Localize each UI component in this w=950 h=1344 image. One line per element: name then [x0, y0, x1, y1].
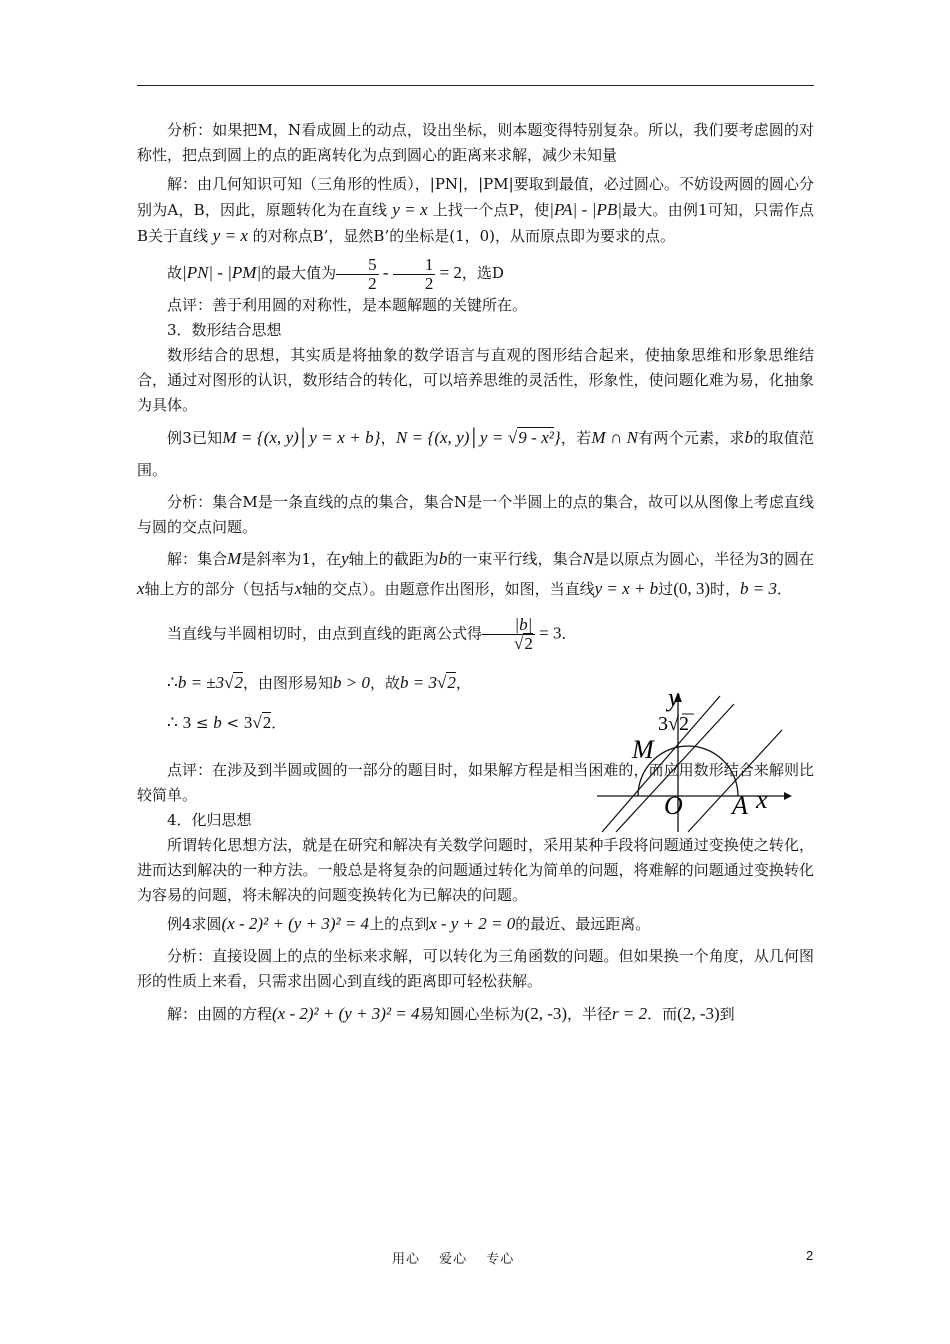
fraction-1-2: $\frac{1}{2}$	[393, 256, 436, 293]
math-b-eq: b = 3√2	[400, 673, 456, 692]
math-x: x	[137, 579, 145, 598]
text: 故	[167, 264, 183, 282]
minus: -	[378, 263, 393, 282]
math-line-eq: x - y + 2 = 0	[429, 914, 516, 933]
x-label: x	[756, 785, 768, 814]
le-symbol: ≤	[195, 714, 209, 732]
semicircle-lines-figure	[592, 686, 792, 836]
math-m-cap-n: M ∩ N	[591, 428, 639, 447]
text: 最大。由例1可知，只需作点B关于直线	[137, 201, 815, 245]
math-b: b	[744, 428, 754, 447]
math-radius: r = 2	[612, 1004, 648, 1023]
concept-paragraph: 数形结合的思想，其实质是将抽象的数学语言与直观的图形结合起来，使抽象思维和形象思维结合，通过对图形的认识，数形结合的转化，可以培养思维的灵活性，形象性，使问题化难为易，化抽象为具体。	[137, 346, 814, 414]
math-pa-pb: |PA| - |PB|	[549, 200, 622, 219]
text: 是以原点为圆心，半径为3的圆在	[593, 550, 814, 568]
text: 易知圆心坐标为	[419, 1005, 525, 1023]
text: 过	[658, 580, 674, 598]
transform-paragraph: 所谓转化思想方法，就是在研究和解决有关数学问题时，采用某种手段将问题通过变换使之转化，进而达到解决的一种方法。一般总是将复杂的问题通过转化为简单的问题，将难解的问题通过变换转化为容易的问题，将未解决的问题变换转化为已解决的问题。	[137, 836, 814, 904]
max-value-line	[137, 253, 814, 293]
text: 上找一个点P，使	[427, 201, 550, 219]
analysis-paragraph-3: 分析：集合M是一条直线的点的集合，集合N是一个半圆上的点的集合，故可以从图像上考虑直线与圆的交点问题。	[137, 493, 814, 536]
math-y: y	[341, 549, 349, 568]
equals-2: = 2	[435, 263, 462, 282]
text: 轴上方的部分（包括与	[144, 580, 295, 598]
header-rule	[137, 85, 814, 86]
page-number: 2	[806, 1248, 814, 1263]
text: 例4求圆	[167, 915, 222, 933]
tangent-line-2	[137, 670, 577, 696]
x-axis-arrow	[784, 792, 792, 800]
math-circle-eq: (x - 2)² + (y + 3)² = 4	[221, 914, 370, 933]
math-center-2: (2, -3)	[677, 1004, 720, 1023]
text: 的最大值为	[261, 264, 337, 282]
a-label: A	[732, 791, 748, 820]
math-line: y = x + b	[594, 579, 659, 598]
o-label: O	[664, 791, 683, 820]
text: 时，	[710, 580, 741, 598]
text: 的对称点B’，显然B’的坐标是(1，0)，从而原点即为要求的点。	[247, 227, 676, 245]
section-heading-3: 3．数形结合思想	[167, 321, 282, 339]
text: 解：由圆的方程	[167, 1005, 273, 1023]
text: ，由图形易知	[242, 674, 333, 692]
lt-symbol: <	[226, 714, 240, 732]
text: 的最近、最远距离。	[515, 915, 651, 933]
fraction-5-2: $\frac{5}{2}$	[336, 256, 379, 293]
analysis-paragraph-4: 分析：直接设圆上的点的坐标来求解，可以转化为三角函数的问题。但如果换一个角度，从几何图形的性质上来看，只需求出圆心到直线的距离即可轻松获解。	[137, 947, 814, 990]
math-x: x	[294, 579, 303, 598]
example-4	[137, 908, 814, 940]
math-line-y-eq-x-2: y = x	[212, 226, 248, 245]
math-3-root2: 3√2	[243, 713, 272, 732]
text: 的取值范围。	[137, 429, 814, 479]
text: ．	[271, 714, 287, 732]
therefore-symbol: ∴	[167, 713, 178, 732]
text: 例3已知	[167, 429, 223, 447]
text: ．	[561, 624, 577, 643]
solution-paragraph-3	[137, 544, 814, 604]
math-b-gt-0: b > 0	[333, 673, 370, 692]
text: ．而	[647, 1005, 678, 1023]
math-point: (0, 3)	[673, 579, 711, 598]
text: 当直线与半圆相切时，由点到直线的距离公式得	[167, 624, 483, 643]
math-line-y-eq-x: y = x	[392, 200, 428, 219]
m-label: M	[632, 735, 654, 764]
text: 有两个元素，求	[638, 429, 745, 447]
equals-3: = 3	[534, 623, 562, 643]
text: ，	[380, 429, 396, 447]
math-b-pm: b = ±3√2	[177, 673, 243, 692]
math-b-eq-3: b = 3	[740, 579, 778, 598]
tangent-line-3	[137, 710, 577, 736]
math-circle-eq: (x - 2)² + (y + 3)² = 4	[272, 1004, 420, 1023]
top-intercept-label: 3√2	[658, 713, 689, 735]
therefore-symbol: ∴	[167, 673, 178, 692]
y-label: y	[668, 686, 680, 712]
math-pn-pm: |PN| - |PM|	[182, 263, 262, 282]
footer-motto: 用心 爱心 专心	[392, 1252, 515, 1267]
example-3	[137, 422, 814, 486]
text: 解：由几何知识可知（三角形的性质），|PN|，|PM|要取到最值，必过圆心。不妨设两圆的圆心分别为A，B，因此，原题转化为在直线	[137, 175, 814, 219]
math-3: 3	[182, 713, 192, 732]
math-n: N	[582, 549, 594, 568]
math-set-n: N = {(x, y)│y = √9 - x²}	[395, 428, 561, 447]
text: ，若	[560, 429, 592, 447]
analysis-paragraph-1: 分析：如果把M，N看成圆上的动点，设出坐标，则本题变得特别复杂。所以，我们要考虑圆的对称性，把点到圆上的点的距离转化为点到圆心的距离来求解，减少未知量	[137, 121, 814, 164]
text: ，选D	[461, 264, 504, 282]
solution-paragraph-4	[137, 998, 814, 1030]
text: 轴的交点）。由题意作出图形，如图，当直线	[302, 580, 595, 598]
fraction-abs-b-root2: $\frac{|b|}{√2}$	[482, 616, 535, 653]
text: 的一束平行线，集合	[447, 550, 583, 568]
text: ．	[777, 580, 793, 598]
comment-paragraph: 点评：善于利用圆的对称性，是本题解题的关键所在。	[167, 296, 528, 314]
text: 轴上的截距为	[348, 550, 439, 568]
text: ，半径	[567, 1005, 613, 1023]
text: ，故	[369, 674, 400, 692]
text: 到	[719, 1005, 735, 1023]
math-m: M	[227, 549, 242, 568]
section-heading-4: 4．化归思想	[167, 811, 252, 829]
text: 是斜率为1，在	[241, 550, 342, 568]
solution-paragraph-2	[137, 172, 814, 249]
text: 解：集合	[167, 550, 228, 568]
math-center: (2, -3)	[524, 1004, 568, 1023]
comment-paragraph-2: 点评：在涉及到半圆或圆的一部分的题目时，如果解方程是相当困难的，而应用数形结合来解则比较简单。	[137, 761, 814, 804]
math-b: b	[438, 549, 448, 568]
page-content	[137, 118, 814, 1030]
text: 上的点到	[369, 915, 430, 933]
tangent-line-1	[137, 616, 577, 653]
text: ，	[455, 674, 471, 692]
math-set-m: M = {(x, y)│y = x + b}	[222, 428, 381, 447]
math-b: b	[213, 713, 222, 732]
